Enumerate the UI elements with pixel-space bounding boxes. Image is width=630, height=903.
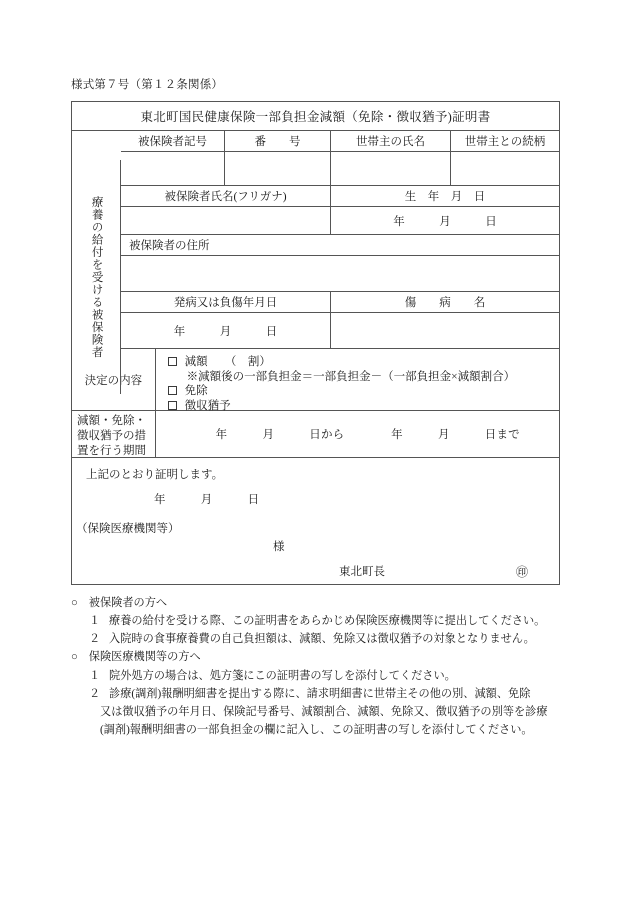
decision-row bbox=[72, 349, 559, 411]
address-value-row bbox=[121, 256, 559, 292]
checkbox-icon[interactable] bbox=[168, 401, 177, 410]
header-onset-date: 発病又は負傷年月日 bbox=[121, 292, 331, 313]
note-item-number: ２ bbox=[89, 633, 101, 646]
insured-section-vertical-label bbox=[72, 160, 121, 394]
note-item-text: 療養の給付を受ける際、この証明書をあらかじめ保険医療機関等に提出してください。 bbox=[109, 615, 546, 628]
field-onset-date[interactable]: 年 月 日 bbox=[121, 313, 331, 349]
note-item-text: 院外処方の場合は、処方箋にこの証明書の写しを添付してください。 bbox=[109, 669, 456, 682]
header-insured-name: 被保険者氏名(フリガナ) bbox=[121, 186, 331, 207]
addressee-suffix: 様 bbox=[273, 541, 285, 553]
note-item-number: １ bbox=[89, 615, 101, 628]
field-disease-name[interactable] bbox=[331, 313, 559, 349]
insured-value-row bbox=[121, 152, 559, 186]
certificate-title: 東北町国民健康保険一部負担金減額（免除・徴収猶予)証明書 bbox=[72, 102, 559, 131]
note-item bbox=[71, 685, 571, 739]
note-item-text-multiline bbox=[100, 685, 571, 739]
insured-header-row bbox=[121, 131, 559, 152]
field-householder-name[interactable] bbox=[331, 152, 451, 186]
seal-icon: ㊞ bbox=[516, 565, 529, 579]
checkbox-icon[interactable] bbox=[168, 386, 177, 395]
header-householder-name: 世帯主の氏名 bbox=[331, 131, 451, 152]
note-item bbox=[71, 630, 571, 648]
note-item-line: 診療(調剤)報酬明細書を提出する際に、請求明細書に世帯主その他の別、減額、免除 bbox=[109, 687, 531, 700]
onset-header-row bbox=[121, 292, 559, 313]
decision-option-reduction-label: 減額 （ 割） bbox=[184, 356, 271, 368]
field-relationship[interactable] bbox=[451, 152, 559, 186]
certification-statement: 上記のとおり証明します。 bbox=[86, 469, 224, 481]
certificate-table bbox=[71, 101, 560, 585]
insured-section-vertical-label-text: 療養の給付を受ける被保険者 bbox=[90, 195, 103, 359]
form-number: 様式第７号（第１２条関係） bbox=[71, 79, 224, 91]
note-item-number: ２ bbox=[89, 687, 101, 700]
notes-heading-institution-label: 保険医療機関等の方へ bbox=[88, 651, 201, 664]
onset-value-row bbox=[121, 313, 559, 349]
note-item-number: １ bbox=[89, 669, 101, 682]
notes-heading-insured bbox=[71, 594, 571, 612]
decision-option-deferral-label: 徴収猶予 bbox=[184, 400, 231, 413]
field-insured-address[interactable] bbox=[121, 256, 559, 292]
header-disease-name: 傷 病 名 bbox=[331, 292, 559, 313]
field-birth-date[interactable]: 年 月 日 bbox=[331, 207, 559, 235]
period-row bbox=[72, 411, 559, 458]
circle-marker-icon: ○ bbox=[71, 651, 78, 664]
field-insured-number[interactable] bbox=[225, 152, 331, 186]
field-insured-name[interactable] bbox=[121, 207, 331, 235]
note-item bbox=[71, 612, 571, 630]
notes-group-insured bbox=[71, 594, 571, 648]
decision-label: 決定の内容 bbox=[72, 349, 156, 411]
field-certification-date[interactable]: 年 月 日 bbox=[154, 494, 260, 506]
address-header-row bbox=[121, 235, 559, 256]
institution-label: （保険医療機関等） bbox=[76, 523, 180, 535]
decision-option-reduction[interactable] bbox=[168, 355, 559, 370]
period-label: 減額・免除・徴収猶予の措置を行う期間 bbox=[72, 411, 156, 458]
title-row bbox=[72, 102, 559, 131]
header-birth-date: 生 年 月 日 bbox=[331, 186, 559, 207]
decision-options bbox=[156, 349, 559, 411]
checkbox-icon[interactable] bbox=[168, 357, 177, 366]
insured-name-header-row bbox=[121, 186, 559, 207]
header-insured-symbol: 被保険者記号 bbox=[121, 131, 225, 152]
header-insured-address: 被保険者の住所 bbox=[121, 235, 559, 256]
note-item-line: 又は徴収猶予の年月日、保険記号番号、減額割合、減額、免除又、徴収猶予の別等を診療 bbox=[100, 705, 548, 718]
decision-option-exemption[interactable] bbox=[168, 384, 559, 399]
circle-marker-icon: ○ bbox=[71, 597, 78, 609]
field-period-value[interactable]: 年 月 日から 年 月 日まで bbox=[156, 411, 559, 458]
header-relationship: 世帯主との続柄 bbox=[451, 131, 559, 152]
note-item-line: (調剤)報酬明細書の一部負担金の欄に記入し、この証明書の写しを添付してください。 bbox=[100, 723, 533, 736]
field-insured-symbol[interactable] bbox=[121, 152, 225, 186]
certification-block bbox=[72, 458, 559, 584]
insured-name-value-row bbox=[121, 207, 559, 235]
insured-section bbox=[72, 131, 559, 359]
notes-heading-institution bbox=[71, 648, 571, 666]
note-item bbox=[71, 667, 571, 685]
notes-group-institution bbox=[71, 648, 571, 739]
notes-heading-insured-label: 被保険者の方へ bbox=[88, 597, 168, 609]
decision-option-exemption-label: 免除 bbox=[184, 385, 208, 398]
decision-note: ※減額後の一部負担金＝一部負担金－（一部負担金×減額割合） bbox=[186, 370, 516, 383]
note-item-text: 入院時の食事療養費の自己負担額は、減額、免除又は徴収猶予の対象となりません。 bbox=[109, 633, 535, 646]
header-insured-number: 番 号 bbox=[225, 131, 331, 152]
issuer-name: 東北町長 bbox=[339, 566, 385, 578]
notes-section bbox=[71, 594, 571, 739]
